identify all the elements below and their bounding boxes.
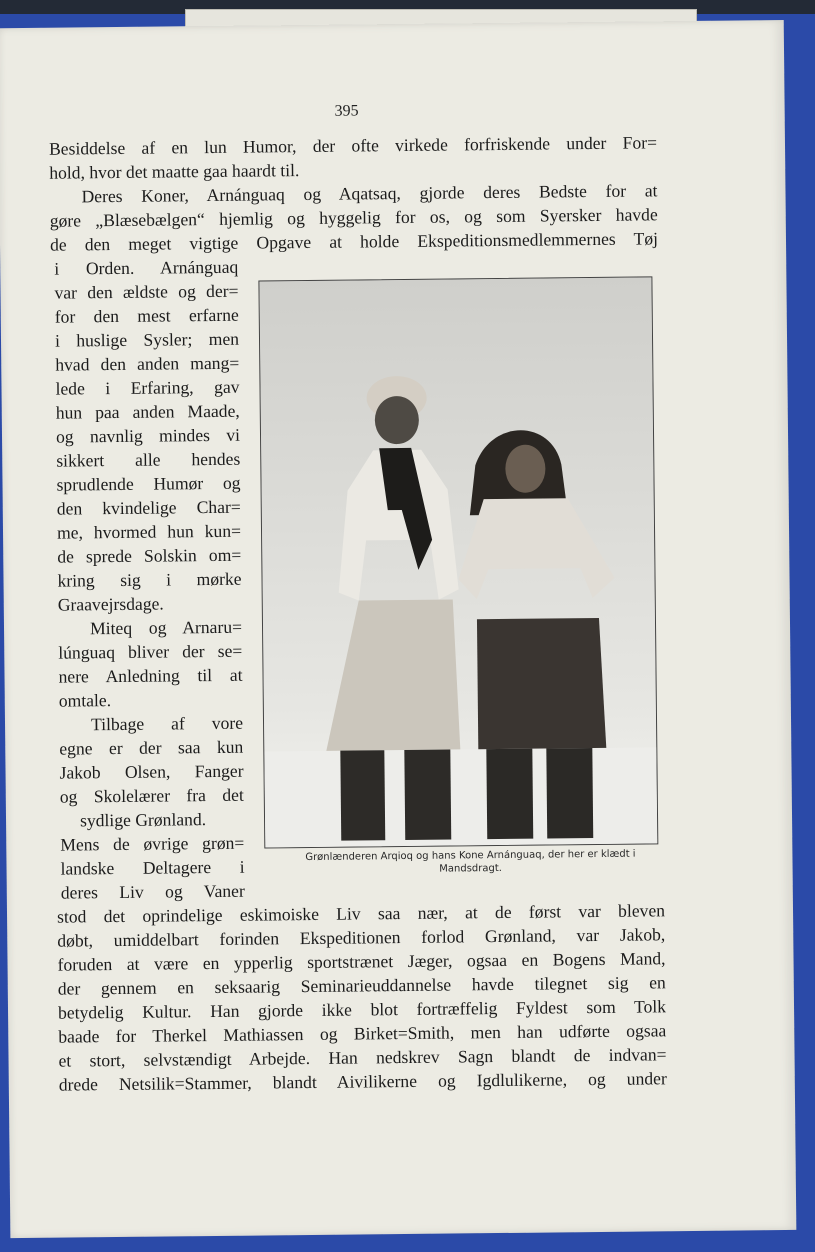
text-line: der gennem en seksaarig Seminarieuddannelse havde tilegnet sig en	[57, 972, 666, 999]
text-line: nere Anledning til at	[58, 664, 243, 687]
text-line: me, hvormed hun kun=	[56, 520, 242, 543]
text-line: hold, hvor det maatte gaa haardt til.	[49, 160, 300, 183]
text-line: landske Deltagere i	[60, 856, 245, 879]
text-line: for den mest erfarne	[54, 304, 239, 327]
text-line: den kvindelige Char=	[56, 496, 241, 519]
text-line: kring sig i mørke	[57, 568, 242, 591]
text-line: sikkert alle hendes	[56, 448, 241, 471]
text-line: lede i Erfaring, gav	[55, 376, 240, 399]
text-line: sprudlende Humør og	[56, 472, 241, 495]
text-line: lúnguaq bliver der se=	[58, 640, 243, 663]
text-line: egne er der saa kun	[59, 736, 244, 759]
text-line: omtale.	[58, 690, 112, 711]
text-line: var den ældste og der=	[54, 280, 239, 303]
text-line: hvad den anden mang=	[55, 352, 240, 375]
text-line: og Skolelærer fra det	[59, 784, 244, 807]
page-number: 395	[334, 102, 359, 120]
text-line: Deres Koner, Arnánguaq og Aqatsaq, gjorde deres Bedste for at	[81, 180, 658, 207]
text-line: i huslige Sysler; men	[54, 328, 240, 351]
text-line: baade for Therkel Mathiassen og Birket=Smith, men han udførte ogsaa	[58, 1020, 667, 1047]
text-line: hun paa anden Maade,	[55, 400, 240, 423]
text-line: Graavejrsdage.	[57, 593, 164, 615]
caption-line: Grønlænderen Arqioq og hans Kone Arnánguaq, der her er klædt i	[305, 848, 636, 864]
caption-line: Mandsdragt.	[439, 862, 502, 875]
text-line: deres Liv og Vaner	[60, 880, 245, 903]
text-line: de den meget vigtige Opgave at holde Ekspeditionsmedlemmernes Tøj	[49, 228, 659, 255]
text-line: i Orden. Arnánguaq	[54, 256, 239, 279]
book-page	[0, 20, 796, 1238]
text-line: og navnlig mindes vi	[55, 424, 241, 447]
text-line: betydelig Kultur. Han gjorde ikke blot fortræffelig Fyldest som Tolk	[57, 996, 667, 1023]
photo-illustration	[259, 277, 657, 847]
text-line: sydlige Grønland.	[79, 809, 207, 831]
photograph	[258, 276, 658, 848]
text-line: gøre „Blæsebælgen“ hjemlig og hyggelig for os, og som Syersker havde	[49, 204, 658, 231]
text-line: et stort, selvstændigt Arbejde. Han nedskrev Sagn blandt de indvan=	[58, 1044, 667, 1071]
text-line: stod det oprindelige eskimoiske Liv saa nær, at de først var bleven	[56, 900, 666, 927]
photo-caption	[268, 847, 672, 877]
text-line: Jakob Olsen, Fanger	[59, 760, 244, 783]
text-line: Besiddelse af en lun Humor, der ofte virkede forfriskende under For=	[48, 132, 658, 159]
text-line: Miteq og Arnaru=	[89, 616, 243, 639]
text-line: drede Netsilik=Stammer, blandt Aivilikerne og Igdlulikerne, og under	[58, 1068, 667, 1095]
text-line: Mens de øvrige grøn=	[60, 832, 245, 855]
text-line: Tilbage af vore	[90, 712, 244, 735]
text-line: foruden at være en ypperlig sportstrænet Jæger, ogsaa en Bogens Mand,	[57, 948, 666, 975]
text-line: døbt, umiddelbart forinden Ekspeditionen forlod Grønland, var Jakob,	[57, 924, 666, 951]
text-line: de sprede Solskin om=	[57, 544, 242, 567]
